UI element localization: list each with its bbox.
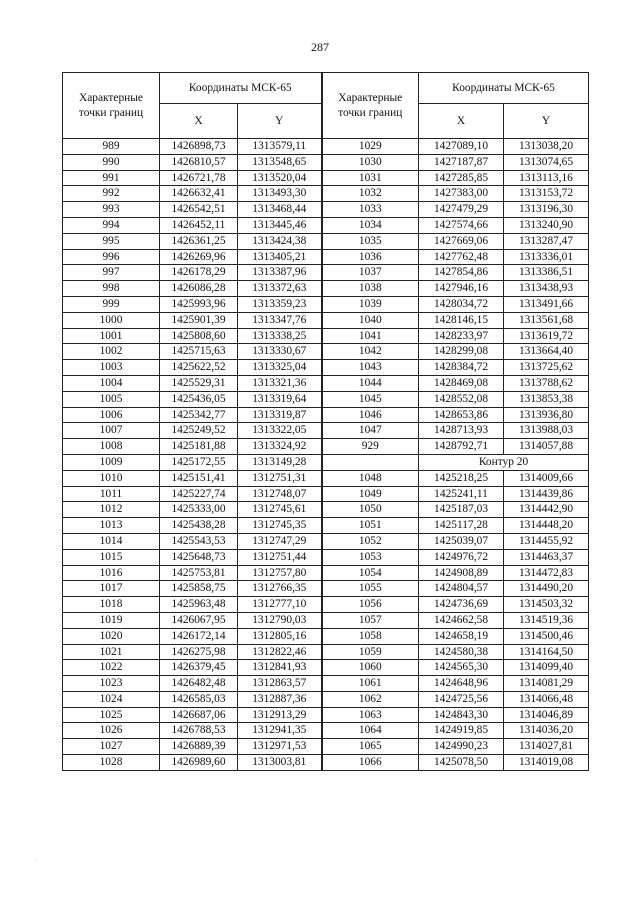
left-y-coordinate: 1313319,64 — [238, 391, 322, 407]
left-point-number: 1001 — [63, 328, 160, 344]
right-y-coordinate: 1313619,72 — [504, 328, 589, 344]
right-point-number: 1051 — [322, 518, 419, 534]
left-x-coordinate: 1425858,75 — [160, 581, 238, 597]
right-x-coordinate: 1428233,97 — [419, 328, 504, 344]
right-y-coordinate: 1314503,32 — [504, 597, 589, 613]
left-x-coordinate: 1425172,55 — [160, 454, 238, 470]
table-row — [63, 660, 589, 676]
left-point-number: 996 — [63, 249, 160, 265]
right-point-number: 1066 — [322, 755, 419, 771]
header-points-left: Характерные точки границ — [63, 73, 160, 139]
left-y-coordinate: 1313445,46 — [238, 217, 322, 233]
left-x-coordinate: 1425342,77 — [160, 407, 238, 423]
right-x-coordinate: 1427285,85 — [419, 170, 504, 186]
right-point-number: 1039 — [322, 296, 419, 312]
table-row — [63, 723, 589, 739]
right-x-coordinate: 1428384,72 — [419, 360, 504, 376]
table-row — [63, 486, 589, 502]
left-x-coordinate: 1425753,81 — [160, 565, 238, 581]
right-x-coordinate: 1427946,16 — [419, 281, 504, 297]
right-y-coordinate: 1314448,20 — [504, 518, 589, 534]
left-x-coordinate: 1425648,73 — [160, 549, 238, 565]
right-y-coordinate: 1313438,93 — [504, 281, 589, 297]
left-point-number: 1004 — [63, 375, 160, 391]
left-x-coordinate: 1426361,25 — [160, 233, 238, 249]
right-point-number: 1054 — [322, 565, 419, 581]
right-y-coordinate: 1314066,48 — [504, 691, 589, 707]
left-point-number: 1020 — [63, 628, 160, 644]
right-x-coordinate: 1428653,86 — [419, 407, 504, 423]
table-row — [63, 518, 589, 534]
table-row — [63, 360, 589, 376]
left-y-coordinate: 1312913,29 — [238, 707, 322, 723]
right-x-coordinate: 1424908,89 — [419, 565, 504, 581]
left-x-coordinate: 1425622,52 — [160, 360, 238, 376]
left-y-coordinate: 1312863,57 — [238, 676, 322, 692]
right-y-coordinate: 1314439,86 — [504, 486, 589, 502]
table-row — [63, 739, 589, 755]
right-y-coordinate: 1314081,29 — [504, 676, 589, 692]
left-point-number: 995 — [63, 233, 160, 249]
header-y-right: Y — [504, 104, 589, 139]
left-point-number: 1028 — [63, 755, 160, 771]
section-label: Контур 20 — [419, 454, 589, 470]
header-y-left: Y — [238, 104, 322, 139]
right-x-coordinate: 1428034,72 — [419, 296, 504, 312]
right-point-number: 1063 — [322, 707, 419, 723]
header-coords-right: Координаты МСК-65 — [419, 73, 589, 104]
left-x-coordinate: 1425808,60 — [160, 328, 238, 344]
left-x-coordinate: 1425993,96 — [160, 296, 238, 312]
right-y-coordinate: 1313038,20 — [504, 139, 589, 155]
table-row — [63, 375, 589, 391]
left-point-number: 1015 — [63, 549, 160, 565]
right-x-coordinate: 1424648,96 — [419, 676, 504, 692]
left-x-coordinate: 1426721,78 — [160, 170, 238, 186]
table-row — [63, 612, 589, 628]
right-x-coordinate: 1424976,72 — [419, 549, 504, 565]
left-y-coordinate: 1312745,61 — [238, 502, 322, 518]
left-y-coordinate: 1312757,80 — [238, 565, 322, 581]
right-y-coordinate: 1313113,16 — [504, 170, 589, 186]
right-y-coordinate: 1314057,88 — [504, 439, 589, 455]
right-x-coordinate: 1428552,08 — [419, 391, 504, 407]
right-x-coordinate: 1428469,08 — [419, 375, 504, 391]
left-x-coordinate: 1425901,39 — [160, 312, 238, 328]
right-y-coordinate: 1313788,62 — [504, 375, 589, 391]
left-point-number: 1023 — [63, 676, 160, 692]
right-x-coordinate: 1427089,10 — [419, 139, 504, 155]
left-point-number: 1009 — [63, 454, 160, 470]
left-point-number: 997 — [63, 265, 160, 281]
left-y-coordinate: 1313347,76 — [238, 312, 322, 328]
table-row — [63, 423, 589, 439]
left-x-coordinate: 1425715,63 — [160, 344, 238, 360]
scan-mark: · — [34, 856, 37, 864]
table-row — [63, 154, 589, 170]
header-points-right: Характерные точки границ — [322, 73, 419, 139]
table-row — [63, 454, 589, 470]
right-point-number: 1030 — [322, 154, 419, 170]
right-point-number: 1045 — [322, 391, 419, 407]
left-point-number: 1003 — [63, 360, 160, 376]
right-x-coordinate: 1425187,03 — [419, 502, 504, 518]
right-y-coordinate: 1314046,89 — [504, 707, 589, 723]
left-x-coordinate: 1425438,28 — [160, 518, 238, 534]
left-x-coordinate: 1426086,28 — [160, 281, 238, 297]
section-spacer — [322, 454, 419, 470]
left-point-number: 1008 — [63, 439, 160, 455]
right-y-coordinate: 1313725,62 — [504, 360, 589, 376]
right-x-coordinate: 1428713,93 — [419, 423, 504, 439]
table-row — [63, 407, 589, 423]
right-x-coordinate: 1428299,08 — [419, 344, 504, 360]
right-x-coordinate: 1427187,87 — [419, 154, 504, 170]
left-y-coordinate: 1313149,28 — [238, 454, 322, 470]
right-y-coordinate: 1313664,40 — [504, 344, 589, 360]
right-x-coordinate: 1424990,23 — [419, 739, 504, 755]
table-row — [63, 691, 589, 707]
right-y-coordinate: 1314455,92 — [504, 533, 589, 549]
right-x-coordinate: 1425218,25 — [419, 470, 504, 486]
left-y-coordinate: 1312841,93 — [238, 660, 322, 676]
right-point-number: 1050 — [322, 502, 419, 518]
left-y-coordinate: 1312790,03 — [238, 612, 322, 628]
left-x-coordinate: 1425227,74 — [160, 486, 238, 502]
right-point-number: 1044 — [322, 375, 419, 391]
right-x-coordinate: 1428792,71 — [419, 439, 504, 455]
left-y-coordinate: 1312805,16 — [238, 628, 322, 644]
right-x-coordinate: 1425039,07 — [419, 533, 504, 549]
left-point-number: 1026 — [63, 723, 160, 739]
right-point-number: 1052 — [322, 533, 419, 549]
left-point-number: 1019 — [63, 612, 160, 628]
right-y-coordinate: 1314009,66 — [504, 470, 589, 486]
left-y-coordinate: 1313319,87 — [238, 407, 322, 423]
left-x-coordinate: 1426482,48 — [160, 676, 238, 692]
right-x-coordinate: 1425117,28 — [419, 518, 504, 534]
left-point-number: 1012 — [63, 502, 160, 518]
left-y-coordinate: 1313322,05 — [238, 423, 322, 439]
right-point-number: 1038 — [322, 281, 419, 297]
left-y-coordinate: 1313324,92 — [238, 439, 322, 455]
right-y-coordinate: 1313240,90 — [504, 217, 589, 233]
left-y-coordinate: 1313520,04 — [238, 170, 322, 186]
left-y-coordinate: 1312747,29 — [238, 533, 322, 549]
table-row — [63, 565, 589, 581]
right-point-number: 1053 — [322, 549, 419, 565]
right-x-coordinate: 1424804,57 — [419, 581, 504, 597]
left-y-coordinate: 1312971,53 — [238, 739, 322, 755]
right-y-coordinate: 1313561,68 — [504, 312, 589, 328]
header-x-right: X — [419, 104, 504, 139]
right-y-coordinate: 1313074,65 — [504, 154, 589, 170]
left-point-number: 1010 — [63, 470, 160, 486]
left-y-coordinate: 1312745,35 — [238, 518, 322, 534]
left-point-number: 1005 — [63, 391, 160, 407]
left-x-coordinate: 1426269,96 — [160, 249, 238, 265]
table-row — [63, 296, 589, 312]
right-point-number: 929 — [322, 439, 419, 455]
right-x-coordinate: 1427479,29 — [419, 202, 504, 218]
left-point-number: 1014 — [63, 533, 160, 549]
left-y-coordinate: 1313321,36 — [238, 375, 322, 391]
right-point-number: 1060 — [322, 660, 419, 676]
left-point-number: 991 — [63, 170, 160, 186]
table-row — [63, 328, 589, 344]
right-y-coordinate: 1314519,36 — [504, 612, 589, 628]
right-y-coordinate: 1314019,08 — [504, 755, 589, 771]
right-y-coordinate: 1314442,90 — [504, 502, 589, 518]
left-y-coordinate: 1313003,81 — [238, 755, 322, 771]
right-point-number: 1048 — [322, 470, 419, 486]
left-y-coordinate: 1312751,31 — [238, 470, 322, 486]
right-point-number: 1042 — [322, 344, 419, 360]
right-y-coordinate: 1313153,72 — [504, 186, 589, 202]
table-row — [63, 202, 589, 218]
left-point-number: 1006 — [63, 407, 160, 423]
left-x-coordinate: 1425333,00 — [160, 502, 238, 518]
right-x-coordinate: 1424662,58 — [419, 612, 504, 628]
left-point-number: 1011 — [63, 486, 160, 502]
right-y-coordinate: 1313336,01 — [504, 249, 589, 265]
right-point-number: 1043 — [322, 360, 419, 376]
left-point-number: 994 — [63, 217, 160, 233]
right-point-number: 1040 — [322, 312, 419, 328]
left-y-coordinate: 1313405,21 — [238, 249, 322, 265]
table-row — [63, 502, 589, 518]
right-point-number: 1064 — [322, 723, 419, 739]
header-coords-left: Координаты МСК-65 — [160, 73, 322, 104]
right-point-number: 1032 — [322, 186, 419, 202]
left-point-number: 990 — [63, 154, 160, 170]
right-x-coordinate: 1424919,85 — [419, 723, 504, 739]
left-x-coordinate: 1425181,88 — [160, 439, 238, 455]
left-point-number: 1027 — [63, 739, 160, 755]
table-row — [63, 628, 589, 644]
right-x-coordinate: 1427762,48 — [419, 249, 504, 265]
header-x-left: X — [160, 104, 238, 139]
left-y-coordinate: 1313468,44 — [238, 202, 322, 218]
left-x-coordinate: 1426989,60 — [160, 755, 238, 771]
left-x-coordinate: 1426687,06 — [160, 707, 238, 723]
left-y-coordinate: 1312777,10 — [238, 597, 322, 613]
left-y-coordinate: 1312751,44 — [238, 549, 322, 565]
right-x-coordinate: 1424725,56 — [419, 691, 504, 707]
right-point-number: 1041 — [322, 328, 419, 344]
right-x-coordinate: 1427854,86 — [419, 265, 504, 281]
right-point-number: 1036 — [322, 249, 419, 265]
table-row — [63, 597, 589, 613]
left-point-number: 993 — [63, 202, 160, 218]
table-row — [63, 755, 589, 771]
right-y-coordinate: 1314099,40 — [504, 660, 589, 676]
left-x-coordinate: 1426542,51 — [160, 202, 238, 218]
right-x-coordinate: 1424736,69 — [419, 597, 504, 613]
left-point-number: 992 — [63, 186, 160, 202]
left-x-coordinate: 1426178,29 — [160, 265, 238, 281]
table-row — [63, 439, 589, 455]
left-y-coordinate: 1313330,67 — [238, 344, 322, 360]
left-x-coordinate: 1426379,45 — [160, 660, 238, 676]
page-number: 287 — [311, 40, 329, 54]
left-x-coordinate: 1425963,48 — [160, 597, 238, 613]
table-row — [63, 676, 589, 692]
left-x-coordinate: 1426810,57 — [160, 154, 238, 170]
right-point-number: 1037 — [322, 265, 419, 281]
right-y-coordinate: 1313853,38 — [504, 391, 589, 407]
right-point-number: 1033 — [322, 202, 419, 218]
coordinates-table — [62, 72, 589, 771]
table-row — [63, 391, 589, 407]
left-point-number: 1013 — [63, 518, 160, 534]
table-row — [63, 312, 589, 328]
right-x-coordinate: 1425241,11 — [419, 486, 504, 502]
table-row — [63, 581, 589, 597]
left-x-coordinate: 1426585,03 — [160, 691, 238, 707]
right-y-coordinate: 1314036,20 — [504, 723, 589, 739]
left-y-coordinate: 1313338,25 — [238, 328, 322, 344]
left-y-coordinate: 1312887,36 — [238, 691, 322, 707]
right-point-number: 1046 — [322, 407, 419, 423]
left-x-coordinate: 1426067,95 — [160, 612, 238, 628]
right-x-coordinate: 1427383,00 — [419, 186, 504, 202]
table-body — [63, 139, 589, 771]
left-x-coordinate: 1426172,14 — [160, 628, 238, 644]
left-point-number: 1016 — [63, 565, 160, 581]
right-x-coordinate: 1424565,30 — [419, 660, 504, 676]
left-point-number: 1025 — [63, 707, 160, 723]
right-point-number: 1034 — [322, 217, 419, 233]
right-point-number: 1049 — [322, 486, 419, 502]
table-row — [63, 186, 589, 202]
table-row — [63, 217, 589, 233]
table-row — [63, 644, 589, 660]
left-x-coordinate: 1426898,73 — [160, 139, 238, 155]
left-point-number: 999 — [63, 296, 160, 312]
left-x-coordinate: 1426788,53 — [160, 723, 238, 739]
right-x-coordinate: 1425078,50 — [419, 755, 504, 771]
left-y-coordinate: 1313548,65 — [238, 154, 322, 170]
right-point-number: 1035 — [322, 233, 419, 249]
table-row — [63, 281, 589, 297]
left-point-number: 989 — [63, 139, 160, 155]
table-row — [63, 249, 589, 265]
right-y-coordinate: 1314463,37 — [504, 549, 589, 565]
right-x-coordinate: 1424843,30 — [419, 707, 504, 723]
right-point-number: 1065 — [322, 739, 419, 755]
table-row — [63, 233, 589, 249]
left-y-coordinate: 1313387,96 — [238, 265, 322, 281]
right-y-coordinate: 1313491,66 — [504, 296, 589, 312]
table-row — [63, 344, 589, 360]
left-x-coordinate: 1426632,41 — [160, 186, 238, 202]
left-y-coordinate: 1313359,23 — [238, 296, 322, 312]
right-y-coordinate: 1313196,30 — [504, 202, 589, 218]
right-y-coordinate: 1314164,50 — [504, 644, 589, 660]
left-point-number: 998 — [63, 281, 160, 297]
table-row — [63, 470, 589, 486]
left-point-number: 1022 — [63, 660, 160, 676]
left-point-number: 1021 — [63, 644, 160, 660]
left-y-coordinate: 1312766,35 — [238, 581, 322, 597]
table-row — [63, 265, 589, 281]
right-y-coordinate: 1314472,83 — [504, 565, 589, 581]
table-row — [63, 707, 589, 723]
right-x-coordinate: 1427669,06 — [419, 233, 504, 249]
right-y-coordinate: 1313287,47 — [504, 233, 589, 249]
table-row — [63, 170, 589, 186]
left-y-coordinate: 1312941,35 — [238, 723, 322, 739]
right-point-number: 1062 — [322, 691, 419, 707]
right-y-coordinate: 1314500,46 — [504, 628, 589, 644]
right-point-number: 1047 — [322, 423, 419, 439]
right-point-number: 1056 — [322, 597, 419, 613]
left-x-coordinate: 1426889,39 — [160, 739, 238, 755]
left-point-number: 1002 — [63, 344, 160, 360]
right-point-number: 1061 — [322, 676, 419, 692]
table-row — [63, 549, 589, 565]
right-y-coordinate: 1313386,51 — [504, 265, 589, 281]
left-y-coordinate: 1312822,46 — [238, 644, 322, 660]
right-x-coordinate: 1424658,19 — [419, 628, 504, 644]
table-row — [63, 139, 589, 155]
left-x-coordinate: 1426275,98 — [160, 644, 238, 660]
left-y-coordinate: 1313579,11 — [238, 139, 322, 155]
left-x-coordinate: 1425543,53 — [160, 533, 238, 549]
left-x-coordinate: 1425529,31 — [160, 375, 238, 391]
left-point-number: 1018 — [63, 597, 160, 613]
left-point-number: 1024 — [63, 691, 160, 707]
left-y-coordinate: 1313493,30 — [238, 186, 322, 202]
left-y-coordinate: 1313325,04 — [238, 360, 322, 376]
right-point-number: 1029 — [322, 139, 419, 155]
right-point-number: 1031 — [322, 170, 419, 186]
left-x-coordinate: 1425249,52 — [160, 423, 238, 439]
left-point-number: 1017 — [63, 581, 160, 597]
left-x-coordinate: 1425151,41 — [160, 470, 238, 486]
right-y-coordinate: 1313936,80 — [504, 407, 589, 423]
table-row — [63, 533, 589, 549]
right-y-coordinate: 1313988,03 — [504, 423, 589, 439]
right-y-coordinate: 1314027,81 — [504, 739, 589, 755]
left-point-number: 1000 — [63, 312, 160, 328]
right-point-number: 1059 — [322, 644, 419, 660]
left-y-coordinate: 1313424,38 — [238, 233, 322, 249]
right-x-coordinate: 1427574,66 — [419, 217, 504, 233]
right-point-number: 1055 — [322, 581, 419, 597]
left-y-coordinate: 1313372,63 — [238, 281, 322, 297]
right-point-number: 1058 — [322, 628, 419, 644]
left-point-number: 1007 — [63, 423, 160, 439]
left-x-coordinate: 1426452,11 — [160, 217, 238, 233]
left-y-coordinate: 1312748,07 — [238, 486, 322, 502]
left-x-coordinate: 1425436,05 — [160, 391, 238, 407]
right-point-number: 1057 — [322, 612, 419, 628]
right-x-coordinate: 1428146,15 — [419, 312, 504, 328]
right-y-coordinate: 1314490,20 — [504, 581, 589, 597]
right-x-coordinate: 1424580,38 — [419, 644, 504, 660]
